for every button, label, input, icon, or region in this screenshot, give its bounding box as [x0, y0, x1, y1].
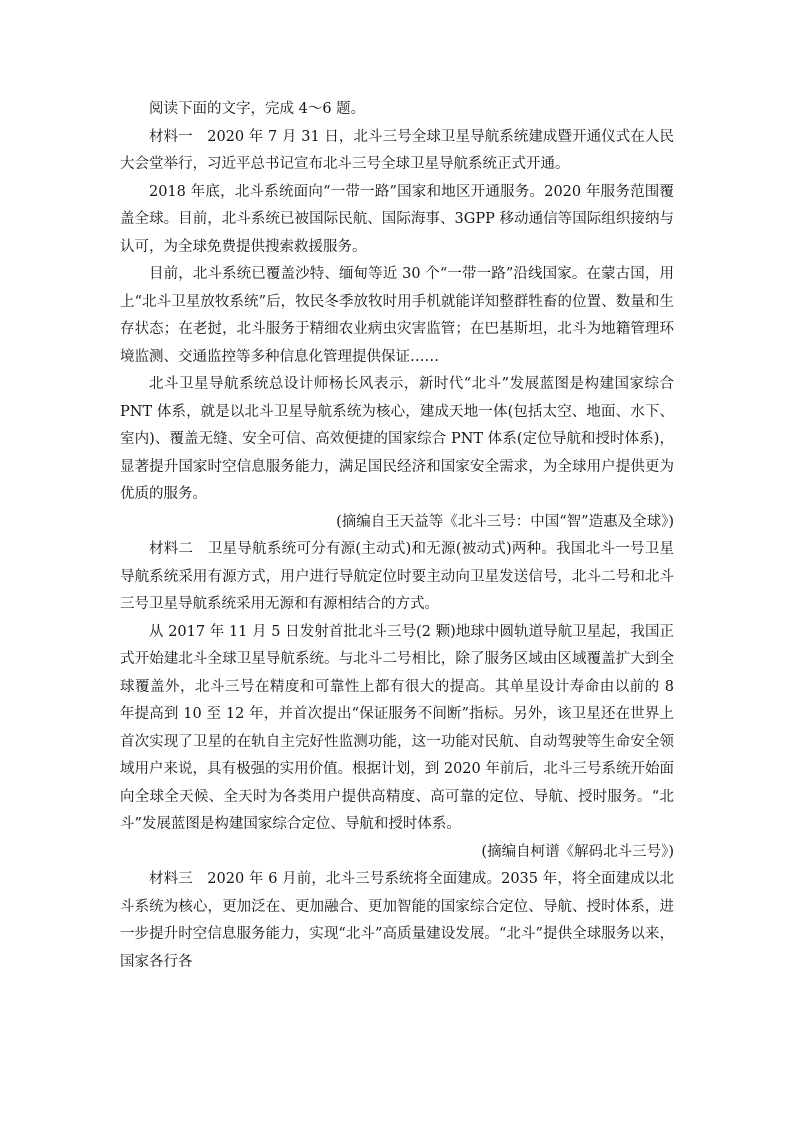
material-1-paragraph-3: 目前，北斗系统已覆盖沙特、缅甸等近 30 个“一带一路”沿线国家。在蒙古国，用上“北斗卫星放牧系统”后，牧民冬季放牧时用手机就能详知整群牲畜的位置、数量和生存状态；在老挝，北斗服务于精细农业病虫灾害监管；在巴基斯坦，北斗为地籍管理环境监测、交通监控等多种信息化管理提供保证……	[120, 266, 674, 365]
material-2-label: 材料二	[149, 541, 194, 557]
material-3-paragraph-1	[120, 866, 674, 976]
material-1-label: 材料一	[149, 128, 193, 145]
material-3-label: 材料三	[149, 871, 193, 887]
material-1-paragraph-1	[120, 124, 674, 179]
document-page	[120, 96, 674, 976]
material-2-paragraph-2: 从 2017 年 11 月 5 日发射首批北斗三号(2 颗)地球中圆轨道导航卫星起，我国正式开始建北斗全球卫星导航系统。与北斗二号相比，除了服务区域由区域覆盖扩大到全球覆盖外，北斗三号在精度和可靠性上都有很大的提高。其单星设计寿命由以前的 8 年提高到 10 至 12 年，并首次提出“保证服务不间断”指标。另外，该卫星还在世界上首次实现了卫星的在轨自主完好性监测功能，这一功能对民航、自动驾驶等生命安全领域用户来说，具有极强的实用价值。根据计划，到 2020 年前后，北斗三号系统开始面向全球全天候、全天时为各类用户提供高精度、高可靠的定位、导航、授时服务。“北斗”发展蓝图是构建国家综合定位、导航和授时体系。	[120, 623, 674, 832]
material-1-text-1: 2020 年 7 月 31 日，北斗三号全球卫星导航系统建成暨开通仪式在人民大会堂举行，习近平总书记宣布北斗三号全球卫星导航系统正式开通。	[120, 128, 674, 172]
material-2-text-1: 卫星导航系统可分有源(主动式)和无源(被动式)两种。我国北斗一号卫星导航系统采用有源方式，用户进行导航定位时要主动向卫星发送信号，北斗二号和北斗三号卫星导航系统采用无源和有源相结合的方式。	[120, 541, 674, 612]
material-2-paragraph-1	[120, 536, 674, 619]
material-1-paragraph-4: 北斗卫星导航系统总设计师杨长风表示，新时代“北斗”发展蓝图是构建国家综合 PNT 体系，就是以北斗卫星导航系统为核心，建成天地一体(包括太空、地面、水下、室内)、覆盖无缝、安全可信、高效便捷的国家综合 PNT 体系(定位导航和授时体系)，显著提升国家时空信息服务能力，满足国民经济和国家安全需求，为全球用户提供更为优质的服务。	[120, 376, 674, 502]
material-3-text-1: 2020 年 6 月前，北斗三号系统将全面建成。2035 年，将全面建成以北斗系统为核心，更加泛在、更加融合、更加智能的国家综合定位、导航、授时体系，进一步提升时空信息服务能力，实现“北斗”高质量建设发展。“北斗”提供全球服务以来，国家各行各	[120, 871, 674, 970]
reading-instruction: 阅读下面的文字，完成 4～6 题。	[149, 101, 366, 117]
material-1-source: (摘编自王天益等《北斗三号：中国“智”造惠及全球》)	[336, 513, 674, 530]
material-2-source: (摘编自柯谱《解码北斗三号》)	[481, 843, 674, 860]
material-1-paragraph-2: 2018 年底，北斗系统面向“一带一路”国家和地区开通服务。2020 年服务范围覆盖全球。目前，北斗系统已被国际民航、国际海事、3GPP 移动通信等国际组织接纳与认可，为全球免费提供搜索救援服务。	[120, 183, 674, 255]
